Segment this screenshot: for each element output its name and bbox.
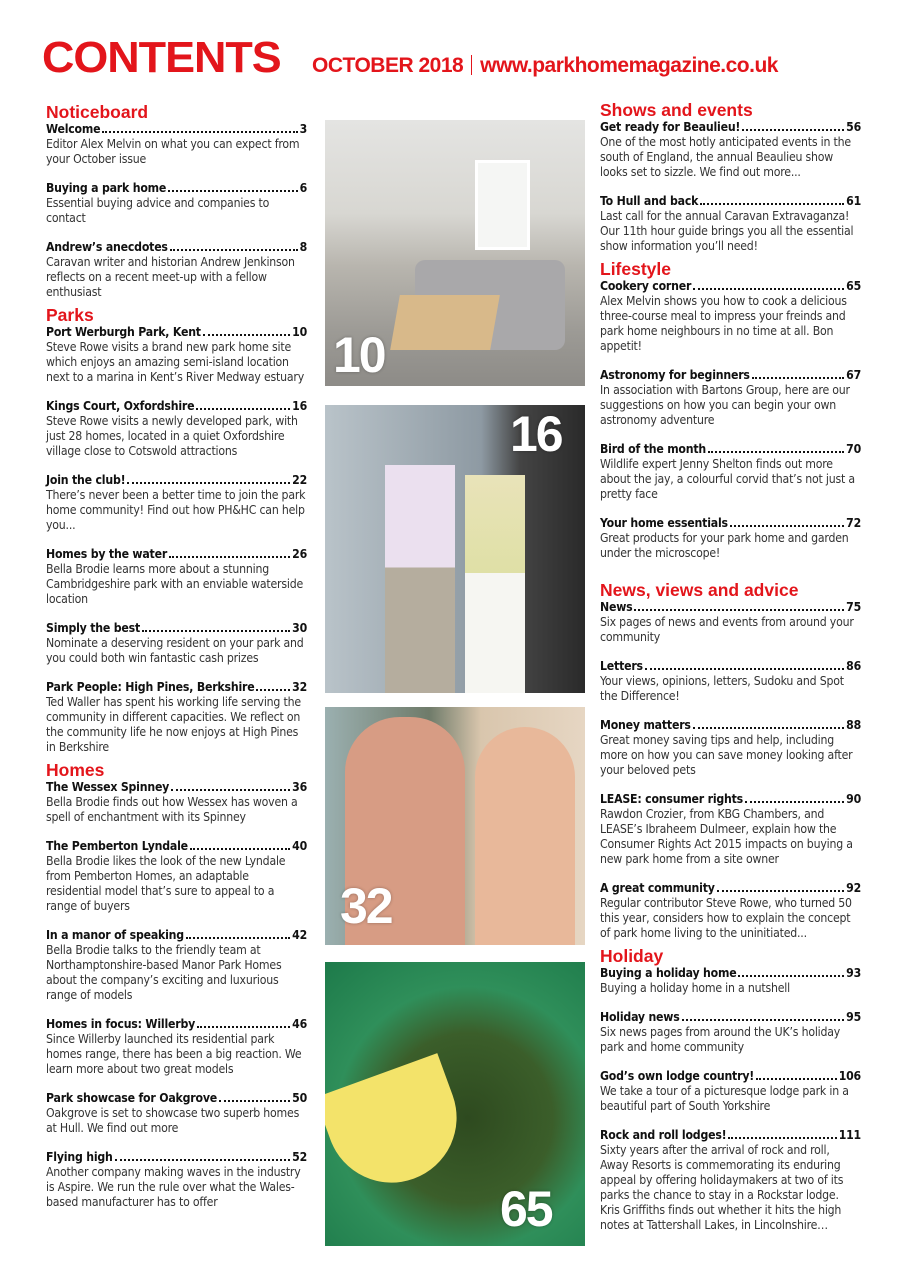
entry-page: 106 bbox=[838, 1069, 861, 1083]
contents-entry[interactable] bbox=[46, 325, 307, 385]
photo-living-room bbox=[325, 120, 585, 386]
entry-page: 72 bbox=[846, 516, 861, 530]
section-heading: Homes bbox=[46, 760, 105, 780]
dot-leader bbox=[730, 516, 844, 527]
entry-description: There’s never been a better time to join the park home community! Find out how PH&HC can help you... bbox=[46, 488, 306, 532]
entry-description: Six pages of news and events from around your community bbox=[600, 615, 854, 644]
woman bbox=[465, 475, 525, 693]
section-heading: Noticeboard bbox=[46, 102, 149, 122]
entry-description: Alex Melvin shows you how to cook a delicious three-course meal to impress your freinds and park home neighbours in no time at all. Bon appetit! bbox=[600, 294, 847, 353]
entry-page: 67 bbox=[846, 368, 861, 382]
contents-entry[interactable] bbox=[600, 442, 861, 502]
contents-entry[interactable] bbox=[600, 120, 861, 180]
section-heading: Parks bbox=[46, 305, 94, 325]
contents-entry[interactable] bbox=[46, 839, 307, 914]
entry-page: 40 bbox=[292, 839, 307, 853]
photo-couple-at-door bbox=[325, 405, 585, 693]
entry-page: 46 bbox=[292, 1017, 307, 1031]
entry-description: Your views, opinions, letters, Sudoku and Spot the Difference! bbox=[600, 674, 844, 703]
entry-page: 56 bbox=[846, 120, 861, 134]
dot-leader bbox=[756, 1069, 837, 1080]
entry-page: 88 bbox=[846, 718, 861, 732]
man bbox=[385, 465, 455, 693]
entry-title: Astronomy for beginners bbox=[600, 368, 750, 382]
entry-description: Essential buying advice and companies to contact bbox=[46, 196, 270, 225]
entry-title: News bbox=[600, 600, 633, 614]
entry-description: Bella Brodie likes the look of the new Lyndale from Pemberton Homes, an adaptable residential model that’s sure to appeal to a range of buyers bbox=[46, 854, 286, 913]
entry-page: 42 bbox=[292, 928, 307, 942]
dot-leader bbox=[728, 1128, 836, 1139]
entry-description: Regular contributor Steve Rowe, who turned 50 this year, considers how to explain the concept of park home living to the uninitiated... bbox=[600, 896, 852, 940]
contents-entry[interactable] bbox=[600, 1128, 861, 1233]
entry-page: 3 bbox=[299, 122, 307, 136]
entry-description: Buying a holiday home in a nutshell bbox=[600, 981, 790, 995]
entry-description: Wildlife expert Jenny Shelton finds out more about the jay, a colourful corvid that’s not just a pretty face bbox=[600, 457, 855, 501]
website-link[interactable]: www.parkhomemagazine.co.uk bbox=[480, 54, 778, 77]
dot-leader bbox=[190, 839, 290, 850]
divider bbox=[471, 55, 472, 75]
dot-leader bbox=[115, 1150, 291, 1161]
contents-entry[interactable] bbox=[600, 600, 861, 645]
entry-description: Last call for the annual Caravan Extravaganza! Our 11th hour guide brings you all the essential show information you’ll need! bbox=[600, 209, 854, 253]
entry-title: Park People: High Pines, Berkshire bbox=[46, 680, 255, 694]
entry-page: 111 bbox=[838, 1128, 861, 1142]
entry-description: Sixty years after the arrival of rock and roll, Away Resorts is commemorating its enduring appeal by offering holidaymakers at two of its parks the chance to stay in a Rockstar lodge. Kris Griffiths finds out whether it hits the high notes at Tattershall Lakes, in Lincolnshire… bbox=[600, 1143, 844, 1232]
entry-description: Oakgrove is set to showcase two superb homes at Hull. We find out more bbox=[46, 1106, 300, 1135]
entry-title: God’s own lodge country! bbox=[600, 1069, 755, 1083]
dot-leader bbox=[700, 194, 844, 205]
entry-description: One of the most hotly anticipated events in the south of England, the annual Beaulieu show looks set to sizzle. We find out more... bbox=[600, 135, 851, 179]
page-number-label: 32 bbox=[340, 878, 392, 934]
entry-title: Letters bbox=[600, 659, 643, 673]
dot-leader bbox=[168, 181, 297, 192]
photo-selfie bbox=[325, 707, 585, 945]
entry-page: 52 bbox=[292, 1150, 307, 1164]
entry-title: Park showcase for Oakgrove bbox=[46, 1091, 218, 1105]
contents-entry[interactable] bbox=[46, 780, 307, 825]
contents-entry[interactable] bbox=[600, 966, 861, 996]
dot-leader bbox=[742, 120, 844, 131]
photo-food-bowl bbox=[325, 962, 585, 1246]
entry-description: Six news pages from around the UK’s holiday park and home community bbox=[600, 1025, 841, 1054]
entry-page: 22 bbox=[292, 473, 307, 487]
contents-entry[interactable] bbox=[600, 792, 861, 867]
issue-date: OCTOBER 2018 bbox=[312, 54, 464, 77]
dot-leader bbox=[752, 368, 844, 379]
entry-title: Welcome bbox=[46, 122, 101, 136]
entry-description: Bella Brodie learns more about a stunning Cambridgeshire park with an enviable waterside location bbox=[46, 562, 304, 606]
entry-title: The Pemberton Lyndale bbox=[46, 839, 188, 853]
dot-leader bbox=[693, 718, 844, 729]
contents-entry[interactable] bbox=[600, 368, 861, 428]
contents-entry[interactable] bbox=[46, 1017, 307, 1077]
entry-title: Buying a park home bbox=[46, 181, 167, 195]
entry-page: 95 bbox=[846, 1010, 861, 1024]
entry-description: Ted Waller has spent his working life serving the community in different capacities. We reflect on the community life he now enjoys at High Pines in Berkshire bbox=[46, 695, 301, 754]
dot-leader bbox=[142, 621, 290, 632]
lemon-slice bbox=[325, 1053, 475, 1201]
entry-page: 75 bbox=[846, 600, 861, 614]
entry-page: 32 bbox=[292, 680, 307, 694]
entry-page: 86 bbox=[846, 659, 861, 673]
dot-leader bbox=[171, 780, 290, 791]
entry-description: Steve Rowe visits a brand new park home site which enjoys an amazing semi-island location next to a marina in Kent’s River Medway estuary bbox=[46, 340, 304, 384]
entry-title: Cookery corner bbox=[600, 279, 692, 293]
entry-description: In association with Bartons Group, here are our suggestions on how you can begin your own astronomy adventure bbox=[600, 383, 850, 427]
dot-leader bbox=[745, 792, 844, 803]
entry-title: Your home essentials bbox=[600, 516, 728, 530]
entry-description: Steve Rowe visits a newly developed park, with just 28 homes, located in a quiet Oxfordshire village close to Cotswold attractions bbox=[46, 414, 298, 458]
entry-description: Great money saving tips and help, including more on how you can save money looking after your beloved pets bbox=[600, 733, 853, 777]
entry-title: In a manor of speaking bbox=[46, 928, 184, 942]
page-title: CONTENTS bbox=[42, 33, 281, 82]
entry-page: 50 bbox=[292, 1091, 307, 1105]
entry-page: 10 bbox=[292, 325, 307, 339]
contents-entry[interactable] bbox=[46, 473, 307, 533]
dot-leader bbox=[186, 928, 290, 939]
contents-entry[interactable] bbox=[46, 621, 307, 666]
dot-leader bbox=[102, 122, 297, 133]
contents-entry[interactable] bbox=[46, 928, 307, 1003]
contents-entry[interactable] bbox=[46, 122, 307, 167]
contents-entry[interactable] bbox=[46, 240, 307, 300]
header bbox=[42, 33, 778, 82]
entry-page: 36 bbox=[292, 780, 307, 794]
contents-entry[interactable] bbox=[600, 659, 861, 704]
contents-entry[interactable] bbox=[46, 1091, 307, 1136]
dot-leader bbox=[197, 1017, 290, 1028]
contents-entry[interactable] bbox=[600, 1069, 861, 1114]
entry-description: Since Willerby launched its residential park homes range, there has been a big reaction. We learn more about two great models bbox=[46, 1032, 302, 1076]
entry-title: Port Werburgh Park, Kent bbox=[46, 325, 201, 339]
entry-description: Great products for your park home and garden under the microscope! bbox=[600, 531, 849, 560]
entry-page: 65 bbox=[846, 279, 861, 293]
dot-leader bbox=[219, 1091, 290, 1102]
contents-entry[interactable] bbox=[46, 399, 307, 459]
entry-title: Rock and roll lodges! bbox=[600, 1128, 727, 1142]
entry-page: 8 bbox=[299, 240, 307, 254]
entry-title: Andrew’s anecdotes bbox=[46, 240, 168, 254]
page-number-label: 65 bbox=[500, 1181, 552, 1237]
entry-page: 70 bbox=[846, 442, 861, 456]
entry-page: 6 bbox=[299, 181, 307, 195]
entry-title: Homes in focus: Willerby bbox=[46, 1017, 196, 1031]
entry-title: LEASE: consumer rights bbox=[600, 792, 744, 806]
section-heading: Shows and events bbox=[600, 100, 753, 120]
entry-page: 61 bbox=[846, 194, 861, 208]
right-column bbox=[600, 99, 861, 1239]
contents-entry[interactable] bbox=[46, 181, 307, 226]
entry-title: Flying high bbox=[46, 1150, 113, 1164]
contents-entry[interactable] bbox=[46, 1150, 307, 1210]
entry-page: 30 bbox=[292, 621, 307, 635]
entry-title: The Wessex Spinney bbox=[46, 780, 170, 794]
dot-leader bbox=[196, 399, 290, 410]
entry-page: 90 bbox=[846, 792, 861, 806]
woman-face bbox=[475, 727, 575, 945]
entry-title: Money matters bbox=[600, 718, 691, 732]
dot-leader bbox=[634, 600, 844, 611]
entry-description: Another company making waves in the industry is Aspire. We run the rule over what the Wales-based manufacturer has to offer bbox=[46, 1165, 301, 1209]
entry-description: We take a tour of a picturesque lodge park in a beautiful part of South Yorkshire bbox=[600, 1084, 849, 1113]
dot-leader bbox=[169, 547, 290, 558]
section-heading: News, views and advice bbox=[600, 580, 799, 600]
section-heading: Lifestyle bbox=[600, 259, 671, 279]
entry-title: Holiday news bbox=[600, 1010, 680, 1024]
page-number-label: 10 bbox=[333, 327, 385, 383]
entry-page: 92 bbox=[846, 881, 861, 895]
entry-description: Editor Alex Melvin on what you can expect from your October issue bbox=[46, 137, 300, 166]
entry-title: Buying a holiday home bbox=[600, 966, 737, 980]
entry-page: 26 bbox=[292, 547, 307, 561]
entry-description: Bella Brodie talks to the friendly team at Northamptonshire-based Manor Park Homes about the company’s exciting and luxurious range of models bbox=[46, 943, 282, 1002]
dot-leader bbox=[645, 659, 844, 670]
entry-description: Rawdon Crozier, from KBG Chambers, and LEASE’s Ibraheem Dulmeer, explain how the Consumer Rights Act 2015 impacts on buying a new park home from a site owner bbox=[600, 807, 853, 866]
entry-page: 93 bbox=[846, 966, 861, 980]
contents-entry[interactable] bbox=[600, 718, 861, 778]
issue-info bbox=[312, 54, 778, 78]
contents-entry[interactable] bbox=[46, 547, 307, 607]
dot-leader bbox=[717, 881, 844, 892]
entry-title: A great community bbox=[600, 881, 715, 895]
entry-description: Bella Brodie finds out how Wessex has woven a spell of enchantment with its Spinney bbox=[46, 795, 298, 824]
contents-entry[interactable] bbox=[600, 881, 861, 941]
entry-page: 16 bbox=[292, 399, 307, 413]
section-heading: Holiday bbox=[600, 946, 664, 966]
contents-entry[interactable] bbox=[46, 680, 307, 755]
dot-leader bbox=[682, 1010, 845, 1021]
window bbox=[475, 160, 530, 250]
dot-leader bbox=[203, 325, 290, 336]
entry-title: Get ready for Beaulieu! bbox=[600, 120, 741, 134]
dot-leader bbox=[127, 473, 290, 484]
dot-leader bbox=[708, 442, 844, 453]
page-number-label: 16 bbox=[510, 406, 562, 462]
coffee-table bbox=[390, 295, 500, 350]
entry-title: Kings Court, Oxfordshire bbox=[46, 399, 195, 413]
entry-title: Join the club! bbox=[46, 473, 126, 487]
dot-leader bbox=[170, 240, 298, 251]
entry-description: Caravan writer and historian Andrew Jenkinson reflects on a recent meet-up with a fellow enthusiast bbox=[46, 255, 295, 299]
contents-entry[interactable] bbox=[600, 1010, 861, 1055]
contents-entry[interactable] bbox=[600, 516, 861, 561]
entry-title: Bird of the month bbox=[600, 442, 707, 456]
entry-title: Homes by the water bbox=[46, 547, 168, 561]
entry-title: Simply the best bbox=[46, 621, 141, 635]
dot-leader bbox=[256, 680, 290, 691]
left-column bbox=[46, 101, 307, 1216]
dot-leader bbox=[693, 279, 844, 290]
dot-leader bbox=[738, 966, 844, 977]
contents-entry[interactable] bbox=[600, 194, 861, 254]
contents-entry[interactable] bbox=[600, 279, 861, 354]
entry-description: Nominate a deserving resident on your park and you could both win fantastic cash prizes bbox=[46, 636, 304, 665]
entry-title: To Hull and back bbox=[600, 194, 699, 208]
